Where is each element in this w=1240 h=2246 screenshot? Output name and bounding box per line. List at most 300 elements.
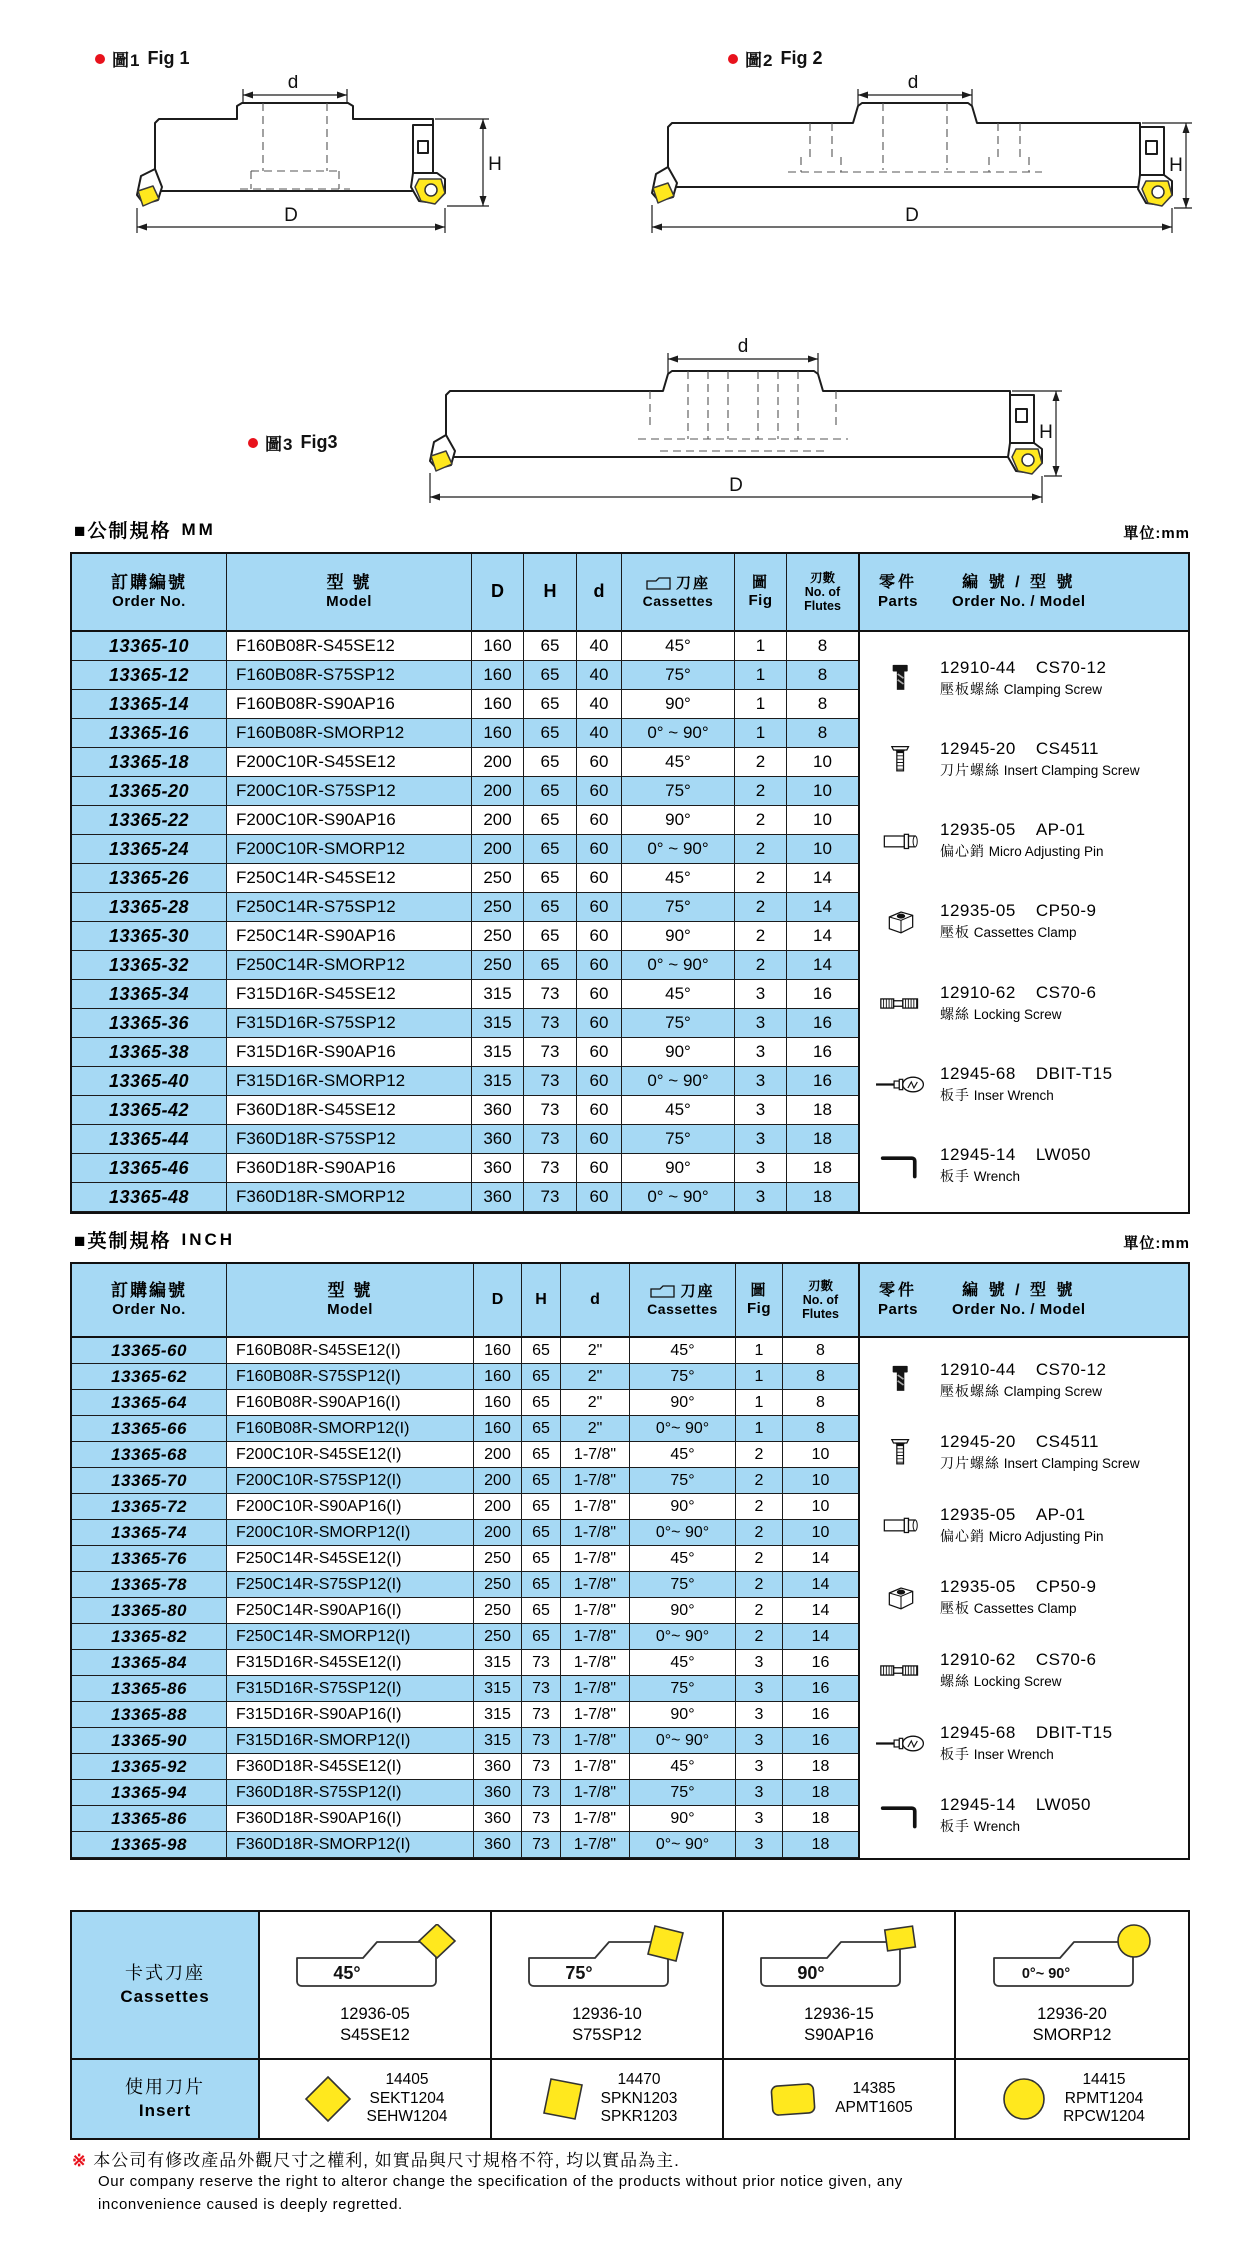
model-cell: F200C10R-S75SP12(I) <box>227 1468 474 1494</box>
order-no-cell: 13365-48 <box>72 1183 227 1212</box>
flutes-cell: 18 <box>783 1754 858 1780</box>
model-cell: F250C14R-SMORP12 <box>227 951 472 980</box>
cassette-0-90-drawing <box>982 1924 1162 2002</box>
fig-cell: 1 <box>736 1338 783 1364</box>
fig-cell: 2 <box>736 1520 783 1546</box>
cassettes-cell: 45° <box>630 1546 736 1572</box>
model-cell: F160B08R-S45SE12(I) <box>227 1338 474 1364</box>
fig-cell: 1 <box>735 690 787 719</box>
h-cell: 73 <box>524 1125 577 1154</box>
part-text <box>940 983 1096 1024</box>
fig-cell: 3 <box>735 1038 787 1067</box>
svg-text:H: H <box>488 154 502 175</box>
h-cell: 65 <box>522 1364 561 1390</box>
parts-header: 零件 Parts 編 號 / 型 號 Order No. / Model <box>860 1264 1188 1338</box>
insert-rpmt-cell <box>956 2060 1188 2138</box>
part-order-no: 12935-05 <box>940 901 1016 921</box>
flutes-cell: 14 <box>783 1598 858 1624</box>
order-no-cell: 13365-16 <box>72 719 227 748</box>
h-cell: 65 <box>522 1572 561 1598</box>
fig-cell: 2 <box>736 1598 783 1624</box>
flutes-cell: 18 <box>783 1806 858 1832</box>
cassette-model: S90AP16 <box>804 2026 874 2044</box>
flutes-cell: 10 <box>783 1468 858 1494</box>
part-name-en: Cassettes Clamp <box>973 925 1077 941</box>
flutes-cell: 8 <box>783 1416 858 1442</box>
header-D: D <box>474 1264 522 1338</box>
cassette-45-cell <box>260 1912 492 2060</box>
d-capital-cell: 200 <box>472 777 524 806</box>
part-model: LW050 <box>1035 1144 1091 1164</box>
cassettes-cell: 75° <box>622 1125 735 1154</box>
cassettes-cell: 90° <box>630 1494 736 1520</box>
fig-cell: 3 <box>736 1702 783 1728</box>
h-cell: 65 <box>524 777 577 806</box>
fig1-zh: 圖 <box>112 51 130 70</box>
fig3-zh: 圖 <box>265 435 283 454</box>
cassettes-cell: 90° <box>630 1806 736 1832</box>
part-item <box>872 658 1184 699</box>
flutes-cell: 8 <box>787 690 858 719</box>
flutes-cell: 10 <box>783 1442 858 1468</box>
h-cell: 73 <box>524 1009 577 1038</box>
order-no-cell: 13365-46 <box>72 1154 227 1183</box>
part-text <box>940 1360 1106 1401</box>
d-small-cell: 40 <box>577 632 622 661</box>
fig-cell: 3 <box>735 1183 787 1212</box>
part-text <box>940 1577 1096 1618</box>
d-small-cell: 2" <box>561 1364 630 1390</box>
model-cell: F315D16R-SMORP12(I) <box>227 1728 474 1754</box>
part-name-en: Clamping Screw <box>1003 682 1103 698</box>
order-no-cell: 13365-14 <box>72 690 227 719</box>
order-no-cell: 13365-42 <box>72 1096 227 1125</box>
d-small-cell: 60 <box>577 951 622 980</box>
fig2-label: 圖2 Fig 2 <box>728 46 822 71</box>
h-cell: 65 <box>524 632 577 661</box>
cassettes-cell: 0° ~ 90° <box>622 719 735 748</box>
order-no-cell: 13365-30 <box>72 922 227 951</box>
part-name-zh: 板手 <box>940 1167 970 1184</box>
cassettes-row-label: 卡式刀座 Cassettes <box>72 1912 260 2060</box>
cassettes-cell: 0° ~ 90° <box>622 1067 735 1096</box>
model-cell: F250C14R-S90AP16(I) <box>227 1598 474 1624</box>
d-small-cell: 60 <box>577 1183 622 1212</box>
model-cell: F315D16R-S90AP16(I) <box>227 1702 474 1728</box>
part-name-en: Micro Adjusting Pin <box>988 1528 1104 1544</box>
svg-text:0°~ 90°: 0°~ 90° <box>1021 1966 1071 1983</box>
tilted-square-insert-icon <box>537 2074 587 2124</box>
h-cell: 65 <box>522 1546 561 1572</box>
fig2-cutter-drawing <box>640 75 1200 250</box>
inch-spec-table <box>70 1262 1190 1860</box>
fig-cell: 3 <box>736 1728 783 1754</box>
svg-text:D: D <box>729 475 743 496</box>
model-cell: F250C14R-S45SE12 <box>227 864 472 893</box>
fig-cell: 3 <box>736 1806 783 1832</box>
h-cell: 65 <box>522 1520 561 1546</box>
h-cell: 73 <box>524 1067 577 1096</box>
part-item <box>872 1505 1184 1546</box>
model-cell: F315D16R-S75SP12(I) <box>227 1676 474 1702</box>
d-small-cell: 1-7/8" <box>561 1832 630 1858</box>
cassettes-cell: 90° <box>630 1390 736 1416</box>
flutes-cell: 8 <box>783 1338 858 1364</box>
h-cell: 65 <box>522 1598 561 1624</box>
model-cell: F200C10R-S75SP12 <box>227 777 472 806</box>
d-capital-cell: 360 <box>472 1125 524 1154</box>
part-model: AP-01 <box>1035 1504 1086 1524</box>
cassettes-cell: 45° <box>630 1754 736 1780</box>
d-small-cell: 60 <box>577 1009 622 1038</box>
fig-cell: 1 <box>735 661 787 690</box>
insert-order-no: 14405 <box>385 2071 429 2089</box>
part-text <box>940 739 1140 780</box>
cassette-model: S75SP12 <box>572 2026 642 2044</box>
order-no-cell: 13365-98 <box>72 1832 227 1858</box>
fig-cell: 3 <box>735 1125 787 1154</box>
part-item <box>872 1795 1184 1836</box>
model-cell: F250C14R-S90AP16 <box>227 922 472 951</box>
h-cell: 65 <box>524 864 577 893</box>
h-cell: 73 <box>522 1780 561 1806</box>
model-cell: F250C14R-SMORP12(I) <box>227 1624 474 1650</box>
model-cell: F160B08R-S75SP12 <box>227 661 472 690</box>
flutes-cell: 16 <box>783 1728 858 1754</box>
h-cell: 65 <box>524 806 577 835</box>
fig-cell: 1 <box>736 1364 783 1390</box>
d-capital-cell: 360 <box>472 1154 524 1183</box>
cassettes-cell: 75° <box>622 777 735 806</box>
part-name-zh: 螺絲 <box>940 1005 970 1022</box>
flutes-cell: 8 <box>783 1390 858 1416</box>
flutes-cell: 14 <box>787 951 858 980</box>
cassette-75-cell <box>492 1912 724 2060</box>
part-model: DBIT-T15 <box>1035 1722 1113 1742</box>
order-no-cell: 13365-18 <box>72 748 227 777</box>
cassettes-cell: 90° <box>622 922 735 951</box>
d-small-cell: 60 <box>577 835 622 864</box>
fig-cell: 2 <box>735 951 787 980</box>
svg-text:H: H <box>1169 155 1183 176</box>
d-capital-cell: 200 <box>474 1494 522 1520</box>
flutes-cell: 10 <box>787 806 858 835</box>
part-order-no: 12935-05 <box>940 1504 1016 1524</box>
part-name-en: Wrench <box>973 1819 1021 1835</box>
flutes-cell: 10 <box>783 1494 858 1520</box>
cassette-model: SMORP12 <box>1032 2026 1112 2044</box>
d-small-cell: 60 <box>577 748 622 777</box>
h-cell: 65 <box>522 1338 561 1364</box>
order-no-cell: 13365-88 <box>72 1702 227 1728</box>
part-item <box>872 1145 1184 1186</box>
order-no-cell: 13365-76 <box>72 1546 227 1572</box>
header-H: H <box>522 1264 561 1338</box>
h-cell: 65 <box>522 1390 561 1416</box>
part-name-zh: 壓板 <box>940 1600 970 1617</box>
fig-cell: 2 <box>735 806 787 835</box>
fig-cell: 2 <box>736 1468 783 1494</box>
h-cell: 65 <box>522 1494 561 1520</box>
fig1-label: 圖1 Fig 1 <box>95 46 189 71</box>
fig-cell: 3 <box>735 1154 787 1183</box>
h-cell: 73 <box>522 1754 561 1780</box>
footnote-zh: 本公司有修改產品外觀尺寸之權利, 如實品與尺寸規格不符, 均以實品為主. <box>93 2151 680 2170</box>
cassette-0-90-cell <box>956 1912 1188 2060</box>
h-cell: 65 <box>524 661 577 690</box>
part-order-no: 12945-20 <box>940 1432 1016 1452</box>
order-no-cell: 13365-44 <box>72 1125 227 1154</box>
round-insert-icon <box>999 2074 1049 2124</box>
header-order-no: 訂購編號 Order No. <box>72 1264 227 1338</box>
part-model: CS70-6 <box>1035 982 1097 1002</box>
fig-cell: 3 <box>735 1009 787 1038</box>
square-insert-icon <box>885 1927 916 1952</box>
fig-cell: 3 <box>736 1832 783 1858</box>
part-name-zh: 壓板螺絲 <box>940 1382 1000 1399</box>
d-capital-cell: 250 <box>472 893 524 922</box>
part-name-en: Insert Clamping Screw <box>1003 1456 1140 1472</box>
order-no-cell: 13365-32 <box>72 951 227 980</box>
order-no-cell: 13365-38 <box>72 1038 227 1067</box>
metric-grid <box>72 554 858 1212</box>
header-fig: 圖 Fig <box>735 554 787 632</box>
h-cell: 73 <box>524 1096 577 1125</box>
h-cell: 65 <box>522 1468 561 1494</box>
svg-text:d: d <box>737 336 749 357</box>
d-capital-cell: 160 <box>472 690 524 719</box>
order-no-cell: 13365-82 <box>72 1624 227 1650</box>
h-cell: 65 <box>524 690 577 719</box>
cassette-icon <box>650 1285 676 1299</box>
adjusting-pin-icon <box>872 1509 930 1541</box>
part-item <box>872 820 1184 861</box>
insert-sekt-cell <box>260 2060 492 2138</box>
cassette-90-cell <box>724 1912 956 2060</box>
d-capital-cell: 360 <box>474 1806 522 1832</box>
cassettes-cell: 0° ~ 90° <box>622 835 735 864</box>
header-D: D <box>472 554 524 632</box>
fig-cell: 1 <box>736 1416 783 1442</box>
fig-cell: 2 <box>735 922 787 951</box>
part-text <box>940 1723 1113 1764</box>
fig-cell: 2 <box>735 893 787 922</box>
d-capital-cell: 160 <box>472 632 524 661</box>
d-capital-cell: 200 <box>472 806 524 835</box>
d-capital-cell: 160 <box>474 1390 522 1416</box>
footnote-en-line2: inconvenience caused is deeply regretted. <box>98 2195 403 2213</box>
flutes-cell: 18 <box>787 1183 858 1212</box>
cassettes-cell: 75° <box>622 661 735 690</box>
cassettes-cell: 0°~ 90° <box>630 1624 736 1650</box>
h-cell: 65 <box>524 922 577 951</box>
model-cell: F200C10R-S45SE12(I) <box>227 1442 474 1468</box>
d-capital-cell: 250 <box>474 1546 522 1572</box>
flutes-cell: 16 <box>783 1650 858 1676</box>
d-capital-cell: 200 <box>472 748 524 777</box>
flutes-cell: 14 <box>783 1546 858 1572</box>
model-cell: F200C10R-SMORP12(I) <box>227 1520 474 1546</box>
order-no-cell: 13365-92 <box>72 1754 227 1780</box>
inch-grid <box>72 1264 858 1858</box>
flutes-cell: 14 <box>787 922 858 951</box>
order-no-cell: 13365-24 <box>72 835 227 864</box>
part-order-no: 12945-14 <box>940 1795 1016 1815</box>
metric-unit-label: 單位:mm <box>1123 525 1190 542</box>
header-flutes: 刃數 No. of Flutes <box>783 1264 858 1338</box>
inch-parts-panel <box>858 1264 1188 1858</box>
d-small-cell: 60 <box>577 1096 622 1125</box>
fig-cell: 1 <box>735 632 787 661</box>
cassette-75-drawing <box>517 1924 697 2002</box>
fig-cell: 3 <box>736 1754 783 1780</box>
part-model: LW050 <box>1035 1795 1091 1815</box>
d-small-cell: 60 <box>577 777 622 806</box>
model-cell: F160B08R-S45SE12 <box>227 632 472 661</box>
cassettes-cell: 75° <box>630 1676 736 1702</box>
part-text <box>940 1064 1113 1105</box>
clamping-screw-icon <box>872 1364 930 1396</box>
cassette-icon <box>646 577 672 591</box>
model-cell: F160B08R-S90AP16(I) <box>227 1390 474 1416</box>
order-no-cell: 13365-34 <box>72 980 227 1009</box>
d-small-cell: 1-7/8" <box>561 1494 630 1520</box>
d-small-cell: 1-7/8" <box>561 1780 630 1806</box>
insert-order-no: 14470 <box>617 2071 661 2089</box>
d-small-cell: 1-7/8" <box>561 1676 630 1702</box>
svg-text:H: H <box>1039 422 1053 443</box>
cassettes-cell: 90° <box>630 1702 736 1728</box>
h-cell: 73 <box>522 1676 561 1702</box>
flutes-cell: 14 <box>783 1572 858 1598</box>
round-insert-icon <box>1118 1925 1150 1957</box>
h-cell: 65 <box>524 835 577 864</box>
h-cell: 65 <box>524 719 577 748</box>
part-item <box>872 983 1184 1024</box>
model-cell: F360D18R-S45SE12 <box>227 1096 472 1125</box>
cassettes-cell: 0°~ 90° <box>630 1832 736 1858</box>
model-cell: F315D16R-S45SE12 <box>227 980 472 1009</box>
model-cell: F200C10R-S90AP16 <box>227 806 472 835</box>
part-name-zh: 壓板 <box>940 924 970 941</box>
cassettes-cell: 0°~ 90° <box>630 1416 736 1442</box>
flutes-cell: 18 <box>783 1780 858 1806</box>
d-small-cell: 40 <box>577 719 622 748</box>
cassettes-cell: 90° <box>630 1598 736 1624</box>
order-no-cell: 13365-86 <box>72 1676 227 1702</box>
parts-header: 零件 Parts 編 號 / 型 號 Order No. / Model <box>860 554 1188 632</box>
d-capital-cell: 360 <box>472 1183 524 1212</box>
d-small-cell: 1-7/8" <box>561 1754 630 1780</box>
d-capital-cell: 200 <box>474 1442 522 1468</box>
flutes-cell: 10 <box>783 1520 858 1546</box>
part-item <box>872 1064 1184 1105</box>
order-no-cell: 13365-94 <box>72 1780 227 1806</box>
header-fig: 圖 Fig <box>736 1264 783 1338</box>
d-small-cell: 40 <box>577 690 622 719</box>
svg-text:90°: 90° <box>797 1963 825 1984</box>
part-name-zh: 壓板螺絲 <box>940 681 1000 698</box>
h-cell: 73 <box>522 1806 561 1832</box>
fig-cell: 2 <box>735 835 787 864</box>
model-cell: F160B08R-S75SP12(I) <box>227 1364 474 1390</box>
d-small-cell: 1-7/8" <box>561 1468 630 1494</box>
part-model: CS70-12 <box>1035 658 1107 678</box>
h-cell: 73 <box>522 1702 561 1728</box>
order-no-cell: 13365-84 <box>72 1650 227 1676</box>
part-item <box>872 1360 1184 1401</box>
part-name-en: Micro Adjusting Pin <box>988 844 1104 860</box>
flutes-cell: 10 <box>787 748 858 777</box>
h-cell: 73 <box>524 1154 577 1183</box>
flutes-cell: 16 <box>787 980 858 1009</box>
h-cell: 65 <box>524 893 577 922</box>
part-name-zh: 偏心銷 <box>940 843 985 860</box>
order-no-cell: 13365-66 <box>72 1416 227 1442</box>
part-text <box>940 1795 1091 1836</box>
model-cell: F360D18R-S45SE12(I) <box>227 1754 474 1780</box>
d-small-cell: 1-7/8" <box>561 1650 630 1676</box>
model-cell: F160B08R-S90AP16 <box>227 690 472 719</box>
d-small-cell: 60 <box>577 1125 622 1154</box>
model-cell: F200C10R-S45SE12 <box>227 748 472 777</box>
order-no-cell: 13365-62 <box>72 1364 227 1390</box>
cassette-order-no: 12936-20 <box>1037 2005 1107 2024</box>
flutes-cell: 10 <box>787 777 858 806</box>
part-item <box>872 1432 1184 1473</box>
cassettes-cell: 75° <box>622 893 735 922</box>
d-capital-cell: 315 <box>474 1650 522 1676</box>
part-model: CS70-12 <box>1035 1359 1107 1379</box>
part-text <box>940 901 1096 942</box>
d-capital-cell: 315 <box>474 1702 522 1728</box>
d-capital-cell: 250 <box>474 1572 522 1598</box>
svg-text:45°: 45° <box>333 1963 361 1984</box>
model-cell: F315D16R-S90AP16 <box>227 1038 472 1067</box>
d-capital-cell: 315 <box>472 980 524 1009</box>
insert-model: SPKN1203 <box>600 2089 678 2107</box>
model-cell: F360D18R-SMORP12(I) <box>227 1832 474 1858</box>
d-small-cell: 60 <box>577 864 622 893</box>
cassettes-cell: 90° <box>622 1154 735 1183</box>
d-capital-cell: 200 <box>474 1468 522 1494</box>
insert-screw-icon <box>872 1437 930 1469</box>
svg-text:D: D <box>284 205 298 226</box>
cassettes-cell: 75° <box>630 1780 736 1806</box>
part-order-no: 12935-05 <box>940 820 1016 840</box>
fig-cell: 2 <box>736 1624 783 1650</box>
header-cassettes: 刀座 Cassettes <box>622 554 735 632</box>
order-no-cell: 13365-80 <box>72 1598 227 1624</box>
order-no-cell: 13365-10 <box>72 632 227 661</box>
d-small-cell: 60 <box>577 1154 622 1183</box>
inch-section-title: ■英制規格 INCH <box>74 1229 236 1252</box>
d-capital-cell: 250 <box>472 864 524 893</box>
bullet-icon <box>95 54 105 64</box>
part-model: CS70-6 <box>1035 1650 1097 1670</box>
fig-cell: 2 <box>735 864 787 893</box>
cassettes-cell: 0°~ 90° <box>630 1520 736 1546</box>
insert-screw-icon <box>872 744 930 776</box>
d-small-cell: 1-7/8" <box>561 1442 630 1468</box>
cassettes-cell: 45° <box>622 632 735 661</box>
part-order-no: 12910-44 <box>940 658 1016 678</box>
part-item <box>872 1577 1184 1618</box>
part-model: CS4511 <box>1035 1432 1100 1452</box>
d-small-cell: 1-7/8" <box>561 1598 630 1624</box>
part-model: DBIT-T15 <box>1035 1063 1113 1083</box>
part-order-no: 12945-68 <box>940 1063 1016 1083</box>
